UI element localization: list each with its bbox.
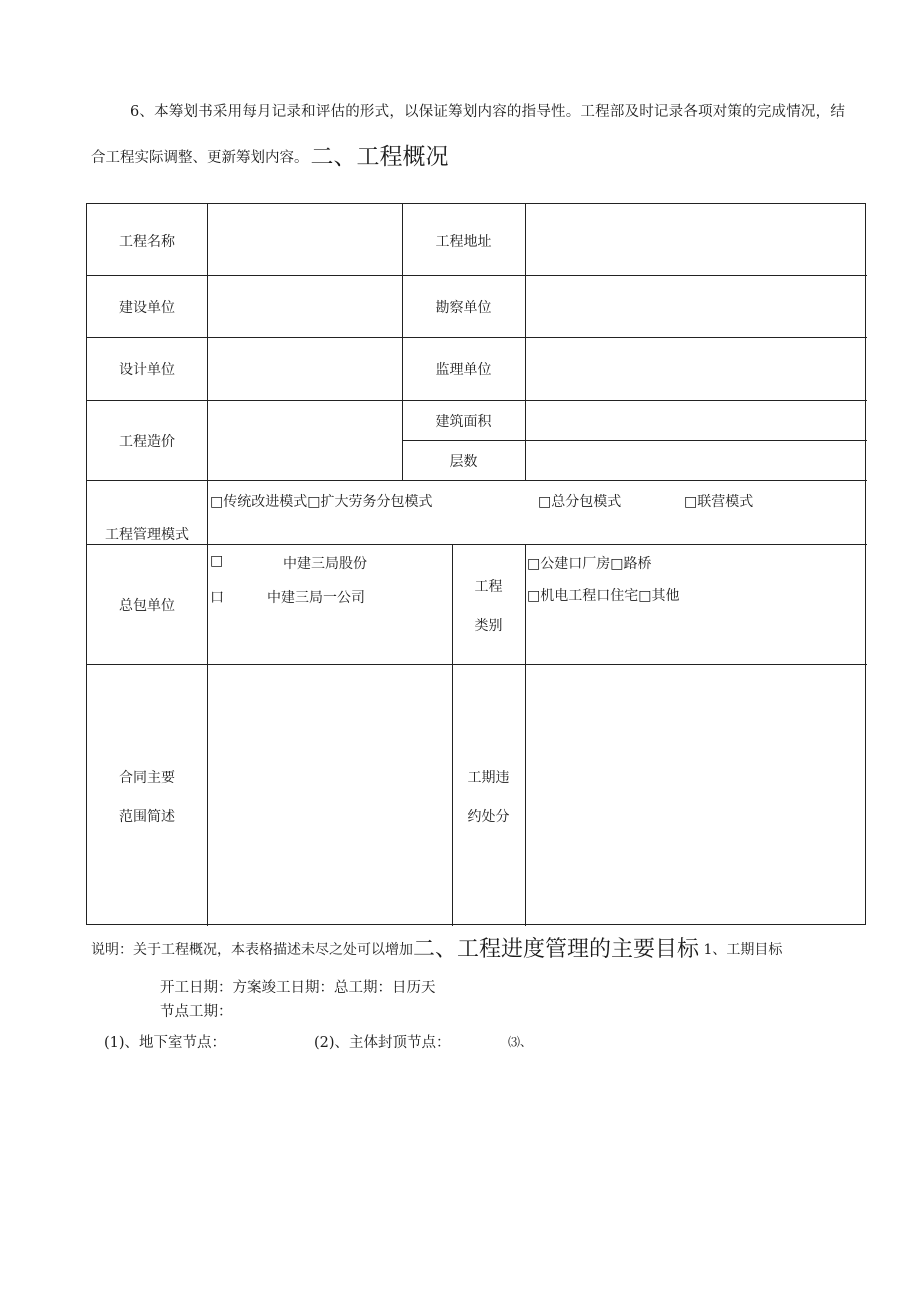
- label-scope-2: 范围简述: [119, 809, 175, 825]
- gc-option-checkbox[interactable]: 口: [210, 590, 224, 606]
- label-general-contractor: 总包单位: [119, 598, 175, 614]
- label-mgmt-mode: 工程管理模式: [105, 527, 189, 543]
- label-scope-1: 合同主要: [119, 770, 175, 786]
- label-design: 设计单位: [119, 362, 175, 378]
- mgmt-option-general[interactable]: □总分包模式: [538, 494, 622, 510]
- row-divider: [87, 664, 867, 665]
- intro-line-1: 6、本筹划书采用每月记录和评估的形式，以保证筹划内容的指导性。工程部及时记录各项对策的完成情况，结: [130, 104, 846, 120]
- label-area: 建筑面积: [435, 414, 492, 430]
- project-overview-table: [86, 203, 866, 925]
- label-project-type-1: 工程: [474, 579, 503, 595]
- table-note: [91, 932, 782, 963]
- gc-option-name: 中建三局一公司: [267, 590, 365, 606]
- node-basement: (1)、地下室节点：: [104, 1035, 227, 1051]
- row-divider: [87, 544, 867, 545]
- label-survey: 勘察单位: [435, 300, 492, 316]
- label-penalty-1: 工期违: [467, 770, 510, 786]
- label-supervision: 监理单位: [435, 362, 492, 378]
- col-divider: [525, 204, 526, 480]
- node-third: ⑶、: [508, 1035, 533, 1049]
- intro-line-2: [91, 138, 449, 171]
- row-divider: [87, 337, 867, 338]
- col-divider: [452, 544, 453, 926]
- subheading-duration-goal: 1、工期目标: [703, 942, 783, 958]
- type-options-row-1[interactable]: □公建口厂房□路桥: [527, 556, 652, 572]
- col-divider: [207, 204, 208, 926]
- label-project-name: 工程名称: [119, 234, 175, 250]
- label-penalty-2: 约处分: [467, 809, 510, 825]
- label-owner: 建设单位: [119, 300, 175, 316]
- label-cost: 工程造价: [119, 434, 175, 450]
- col-divider: [525, 544, 526, 926]
- node-topping: (2)、主体封顶节点：: [314, 1035, 451, 1051]
- label-floors: 层数: [449, 454, 478, 470]
- note-text: 说明：关于工程概况，本表格描述未尽之处可以增加: [91, 942, 413, 958]
- row-divider: [87, 275, 867, 276]
- row-divider: [402, 440, 867, 441]
- mgmt-option-traditional[interactable]: □传统改进模式□扩大劳务分包模式: [210, 494, 433, 510]
- label-project-type-2: 类别: [474, 618, 503, 634]
- label-project-address: 工程地址: [435, 234, 492, 250]
- type-options-row-2[interactable]: □机电工程口住宅□其他: [527, 588, 680, 604]
- row-divider: [87, 400, 867, 401]
- date-line: 开工日期：方案竣工日期：总工期：日历天: [160, 980, 436, 996]
- intro-line-2-text: 合工程实际调整、更新筹划内容。: [91, 150, 309, 166]
- gc-option-checkbox[interactable]: □: [210, 553, 224, 569]
- section-heading-overview: 二、工程概况: [310, 144, 449, 170]
- mgmt-option-joint[interactable]: □联营模式: [684, 494, 754, 510]
- row-divider: [87, 480, 867, 481]
- section-heading-schedule: 二、工程进度管理的主要目标: [413, 937, 700, 962]
- gc-option-name: 中建三局股份: [283, 556, 367, 572]
- node-line: 节点工期：: [160, 1004, 233, 1020]
